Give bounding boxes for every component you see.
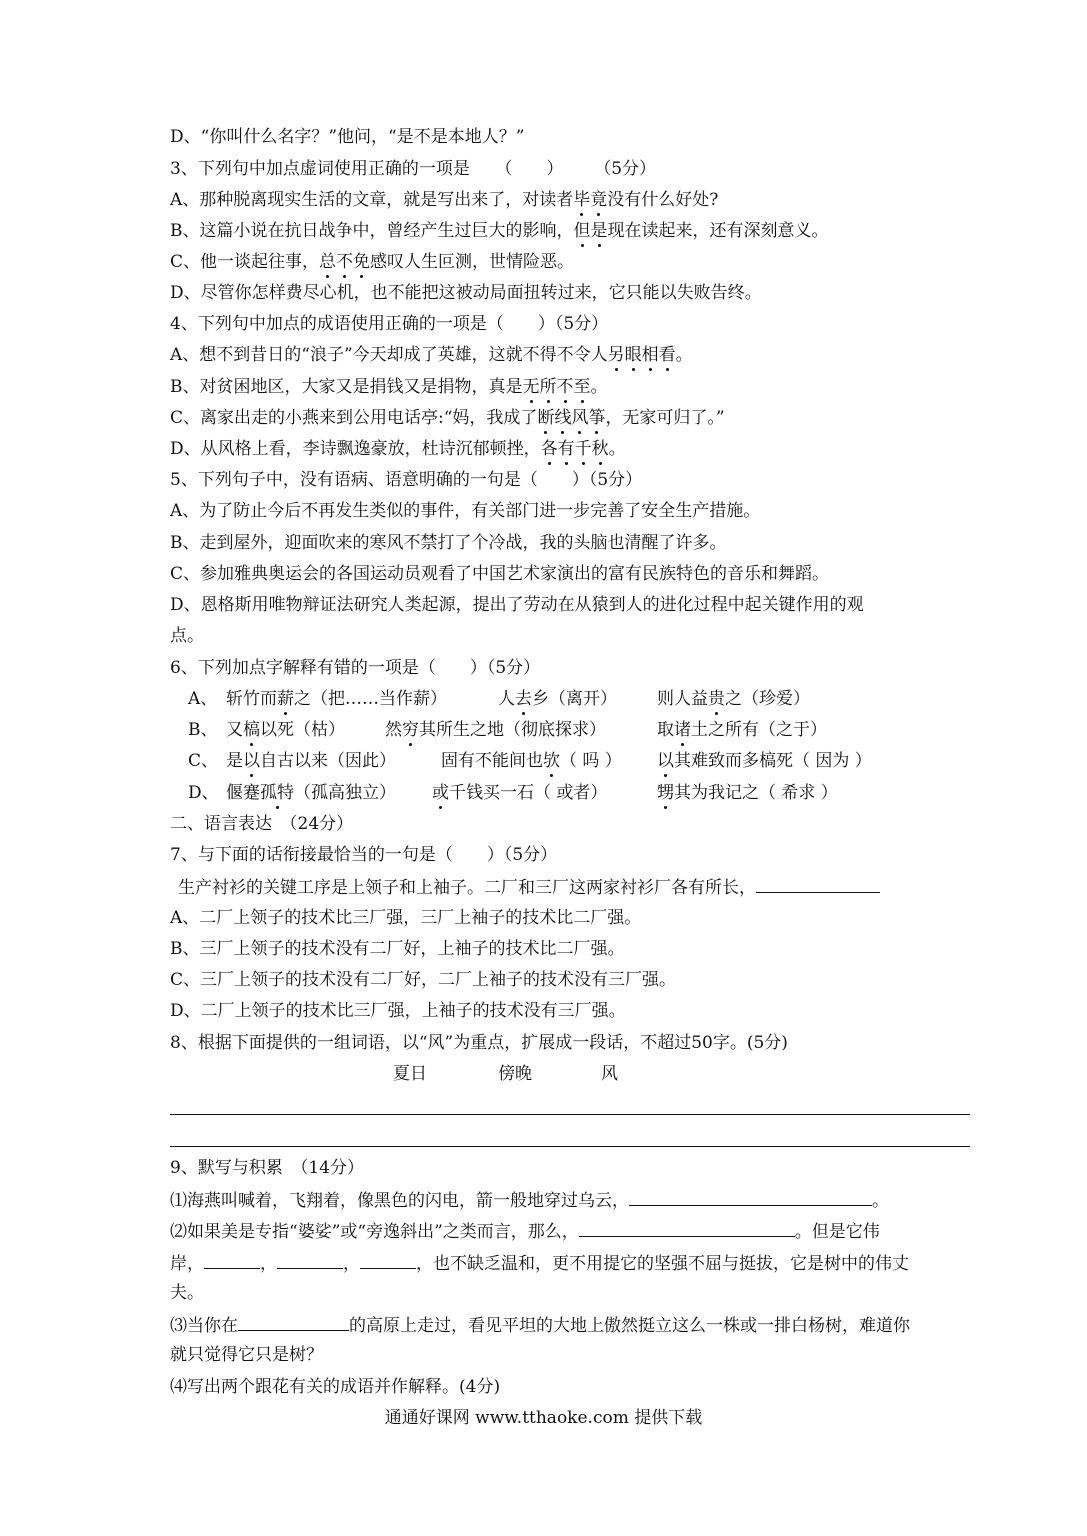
q2-option-d: D、“你叫什么名字？”他问，“是不是本地人？” <box>170 127 525 147</box>
emphasized-idiom: 断线风筝 <box>537 408 606 428</box>
q6-c-item-2: 固有不能间也欤（ 吗 ） <box>441 751 622 771</box>
q6-c-item-1: 是以自古以来（因此） <box>226 751 396 771</box>
answer-blank[interactable] <box>360 1251 416 1269</box>
emphasized-word: 但是 <box>573 221 608 241</box>
q3-option-c: C、他一谈起往事，总不免感叹人生叵测，世情险恶。 <box>170 252 575 272</box>
page-footer: 通通好课网 www.tthaoke.com 提供下载 <box>384 1408 703 1428</box>
emphasized-word: 总不免 <box>319 252 371 272</box>
q6-b-item-1: 又槁以死（枯） <box>226 720 345 740</box>
q6-b-item-2: 然穷其所生之地（彻底探求） <box>385 720 606 740</box>
answer-blank[interactable] <box>629 1188 872 1206</box>
q6-a-item-3: 则人益贵之（珍爱） <box>657 689 810 709</box>
q5-option-d: D、恩格斯用唯物辩证法研究人类起源，提出了劳动在从猿到人的进化过程中起关键作用的观 <box>170 595 864 615</box>
q6-d-item-3: 甥其为我记之（ 希求 ） <box>657 783 838 803</box>
q3-option-a: A、那种脱离现实生活的文章，就是写出来了，对读者毕竟没有什么好处? <box>170 190 719 210</box>
q8-word-2: 傍晚 <box>498 1064 532 1084</box>
q7-option-b: B、三厂上领子的技术没有二厂好，上袖子的技术比二厂强。 <box>170 939 625 959</box>
q6-label-c: C、 <box>188 751 219 771</box>
q6-c-item-3: 以其难致而多槁死（ 因为 ） <box>657 751 872 771</box>
q5-option-c: C、参加雅典奥运会的各国运动员观看了中国艺术家演出的富有民族特色的音乐和舞蹈。 <box>170 564 830 584</box>
q4-option-b: B、对贫困地区，大家又是捐钱又是捐物，真是无所不至。 <box>170 377 608 397</box>
answer-blank[interactable] <box>277 1251 343 1269</box>
q9-item-2-end: 夫。 <box>170 1283 204 1303</box>
answer-blank[interactable] <box>756 875 880 893</box>
q6-label-b: B、 <box>188 720 218 740</box>
emphasized-idiom: 无所不至 <box>522 377 591 397</box>
question-6: 6、下列加点字解释有错的一项是（ ）（5分） <box>170 658 541 678</box>
q6-d-item-2: 或千钱买一石（ 或者） <box>432 783 608 803</box>
q7-option-a: A、二厂上领子的技术比三厂强，三厂上袖子的技术比二厂强。 <box>170 908 642 928</box>
question-3: 3、下列句中加点虚词使用正确的一项是 （ ） （5分） <box>170 159 657 179</box>
q7-stem: 生产衬衫的关键工序是上领子和上袖子。二厂和三厂这两家衬衫厂各有所长， <box>178 875 880 899</box>
emphasized-idiom: 另眼相看 <box>607 345 676 365</box>
q6-a-item-2: 人去乡（离开） <box>498 689 617 709</box>
q9-item-3: ⑶当你在 的高原上走过，看见平坦的大地上傲然挺立这么一株或一排白杨树，难道你 <box>170 1313 910 1337</box>
q4-option-c: C、离家出走的小燕来到公用电话亭:“妈，我成了断线风筝，无家可归了。” <box>170 408 725 428</box>
emphasized-word: 毕竟 <box>573 190 608 210</box>
q8-word-3: 风 <box>601 1064 618 1084</box>
emphasized-idiom: 各有千秋 <box>540 439 609 459</box>
q5-option-a: A、为了防止今后不再发生类似的事件，有关部门进一步完善了安全生产措施。 <box>170 501 761 521</box>
q9-item-2-cont: 岸， ， ， ，也不缺乏温和，更不用提它的坚强不屈与挺拔，它是树中的伟丈 <box>170 1251 909 1275</box>
q6-b-item-3: 取诸土之所有（之于） <box>657 720 827 740</box>
q6-label-a: A、 <box>188 689 218 709</box>
q7-option-c: C、三厂上领子的技术没有二厂好，二厂上袖子的技术没有三厂强。 <box>170 970 677 990</box>
answer-blank[interactable] <box>238 1313 349 1331</box>
answer-line[interactable] <box>170 1114 970 1115</box>
q9-item-2: ⑵如果美是专指“婆娑”或“旁逸斜出”之类而言，那么， 。但是它伟 <box>170 1219 880 1243</box>
answer-line[interactable] <box>170 1146 970 1147</box>
q6-d-item-1: 偃蹇孤特（孤高独立） <box>226 783 396 803</box>
q4-option-a: A、想不到昔日的“浪子”今天却成了英雄，这就不得不令人另眼相看。 <box>170 345 693 365</box>
q4-option-d: D、从风格上看，李诗飘逸豪放，杜诗沉郁顿挫，各有千秋。 <box>170 439 626 459</box>
question-8: 8、根据下面提供的一组词语，以“风”为重点，扩展成一段话，不超过50字。(5分) <box>170 1033 788 1053</box>
q3-option-d: D、尽管你怎样费尽心机，也不能把这被动局面扭转过来，它只能以失败告终。 <box>170 283 762 303</box>
question-9: 9、默写与积累 （14分） <box>170 1158 364 1178</box>
q9-item-4: ⑷写出两个跟花有关的成语并作解释。(4分) <box>170 1377 501 1397</box>
answer-blank[interactable] <box>579 1219 795 1237</box>
question-5: 5、下列句子中，没有语病、语意明确的一句是（ ）（5分） <box>170 470 643 490</box>
section-2-heading: 二、语言表达 （24分） <box>170 814 354 834</box>
q5-option-b: B、走到屋外，迎面吹来的寒风不禁打了个冷战，我的头脑也清醒了许多。 <box>170 533 727 553</box>
q9-item-3-cont: 就只觉得它只是树？ <box>170 1345 323 1365</box>
answer-blank[interactable] <box>204 1251 260 1269</box>
q9-item-1: ⑴海燕叫喊着，飞翔着，像黑色的闪电，箭一般地穿过乌云， 。 <box>170 1188 889 1212</box>
question-7: 7、与下面的话衔接最恰当的一句是（ ）（5分） <box>170 845 558 865</box>
q8-word-1: 夏日 <box>393 1064 427 1084</box>
q3-option-b: B、这篇小说在抗日战争中，曾经产生过巨大的影响，但是现在读起来，还有深刻意义。 <box>170 221 829 241</box>
q6-a-item-1: 斩竹而薪之（把……当作薪） <box>226 689 447 709</box>
q7-option-d: D、二厂上领子的技术比三厂强，上袖子的技术没有三厂强。 <box>170 1001 626 1021</box>
q6-label-d: D、 <box>188 783 219 803</box>
q5-option-d-cont: 点。 <box>170 626 204 646</box>
question-4: 4、下列句中加点的成语使用正确的一项是（ ）（5分） <box>170 314 609 334</box>
